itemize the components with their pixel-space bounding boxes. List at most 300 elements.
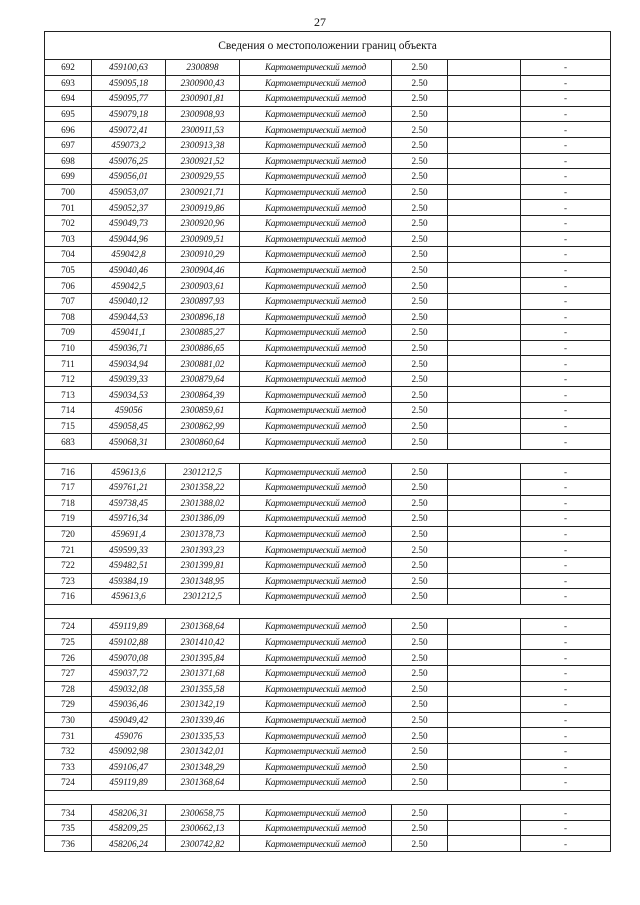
accuracy-cell: 2.50 <box>392 542 448 558</box>
x-coordinate-cell: 459052,37 <box>92 200 166 216</box>
x-coordinate-cell: 459076,25 <box>92 153 166 169</box>
description-cell <box>448 775 521 791</box>
y-coordinate-cell: 2300881,02 <box>166 356 240 372</box>
method-cell: Картометрический метод <box>240 511 392 527</box>
description-cell <box>448 278 521 294</box>
x-coordinate-cell: 459119,89 <box>92 775 166 791</box>
x-coordinate-cell: 459068,31 <box>92 434 166 450</box>
table-row <box>45 371 611 387</box>
table-row <box>45 805 611 821</box>
point-number-cell: 698 <box>45 153 92 169</box>
table-row <box>45 278 611 294</box>
y-coordinate-cell: 2300913,38 <box>166 137 240 153</box>
x-coordinate-cell: 459044,96 <box>92 231 166 247</box>
table-row <box>45 495 611 511</box>
y-coordinate-cell: 2300921,71 <box>166 184 240 200</box>
description-cell <box>448 75 521 91</box>
description-cell <box>448 309 521 325</box>
accuracy-cell: 2.50 <box>392 91 448 107</box>
table-row <box>45 775 611 791</box>
note-cell: - <box>521 137 611 153</box>
accuracy-cell: 2.50 <box>392 743 448 759</box>
method-cell: Картометрический метод <box>240 278 392 294</box>
y-coordinate-cell: 2300909,51 <box>166 231 240 247</box>
table-row <box>45 106 611 122</box>
table-row <box>45 75 611 91</box>
group-separator-cell <box>45 790 611 805</box>
note-cell: - <box>521 418 611 434</box>
point-number-cell: 695 <box>45 106 92 122</box>
table-row <box>45 91 611 107</box>
method-cell: Картометрический метод <box>240 184 392 200</box>
y-coordinate-cell: 2301348,29 <box>166 759 240 775</box>
table-row <box>45 403 611 419</box>
note-cell: - <box>521 247 611 263</box>
description-cell <box>448 231 521 247</box>
note-cell: - <box>521 479 611 495</box>
point-number-cell: 703 <box>45 231 92 247</box>
point-number-cell: 700 <box>45 184 92 200</box>
note-cell: - <box>521 215 611 231</box>
method-cell: Картометрический метод <box>240 712 392 728</box>
note-cell: - <box>521 728 611 744</box>
accuracy-cell: 2.50 <box>392 371 448 387</box>
note-cell: - <box>521 75 611 91</box>
note-cell: - <box>521 262 611 278</box>
x-coordinate-cell: 459092,98 <box>92 743 166 759</box>
description-cell <box>448 619 521 635</box>
note-cell: - <box>521 200 611 216</box>
y-coordinate-cell: 2300742,82 <box>166 836 240 852</box>
point-number-cell: 708 <box>45 309 92 325</box>
method-cell: Картометрический метод <box>240 665 392 681</box>
accuracy-cell: 2.50 <box>392 325 448 341</box>
description-cell <box>448 371 521 387</box>
accuracy-cell: 2.50 <box>392 557 448 573</box>
method-cell: Картометрический метод <box>240 75 392 91</box>
point-number-cell: 706 <box>45 278 92 294</box>
table-row <box>45 619 611 635</box>
x-coordinate-cell: 459072,41 <box>92 122 166 138</box>
table-row <box>45 665 611 681</box>
note-cell: - <box>521 231 611 247</box>
method-cell: Картометрический метод <box>240 106 392 122</box>
accuracy-cell: 2.50 <box>392 137 448 153</box>
description-cell <box>448 293 521 309</box>
y-coordinate-cell: 2301335,53 <box>166 728 240 744</box>
y-coordinate-cell: 2300921,52 <box>166 153 240 169</box>
point-number-cell: 732 <box>45 743 92 759</box>
accuracy-cell: 2.50 <box>392 356 448 372</box>
description-cell <box>448 820 521 836</box>
y-coordinate-cell: 2301355,58 <box>166 681 240 697</box>
method-cell: Картометрический метод <box>240 247 392 263</box>
point-number-cell: 723 <box>45 573 92 589</box>
table-row <box>45 387 611 403</box>
point-number-cell: 683 <box>45 434 92 450</box>
method-cell: Картометрический метод <box>240 650 392 666</box>
point-number-cell: 692 <box>45 60 92 76</box>
y-coordinate-cell: 2301410,42 <box>166 634 240 650</box>
note-cell: - <box>521 573 611 589</box>
x-coordinate-cell: 459032,08 <box>92 681 166 697</box>
group-separator-row <box>45 449 611 464</box>
y-coordinate-cell: 2301371,68 <box>166 665 240 681</box>
note-cell: - <box>521 759 611 775</box>
accuracy-cell: 2.50 <box>392 200 448 216</box>
x-coordinate-cell: 459716,34 <box>92 511 166 527</box>
x-coordinate-cell: 459691,4 <box>92 526 166 542</box>
accuracy-cell: 2.50 <box>392 665 448 681</box>
y-coordinate-cell: 2300908,93 <box>166 106 240 122</box>
description-cell <box>448 169 521 185</box>
method-cell: Картометрический метод <box>240 403 392 419</box>
accuracy-cell: 2.50 <box>392 728 448 744</box>
table-row <box>45 526 611 542</box>
x-coordinate-cell: 459073,2 <box>92 137 166 153</box>
x-coordinate-cell: 459036,71 <box>92 340 166 356</box>
point-number-cell: 713 <box>45 387 92 403</box>
x-coordinate-cell: 459613,6 <box>92 589 166 605</box>
description-cell <box>448 557 521 573</box>
description-cell <box>448 60 521 76</box>
method-cell: Картометрический метод <box>240 309 392 325</box>
method-cell: Картометрический метод <box>240 200 392 216</box>
description-cell <box>448 137 521 153</box>
method-cell: Картометрический метод <box>240 325 392 341</box>
point-number-cell: 716 <box>45 464 92 480</box>
description-cell <box>448 262 521 278</box>
method-cell: Картометрический метод <box>240 681 392 697</box>
description-cell <box>448 153 521 169</box>
group-separator-row <box>45 604 611 619</box>
table-row <box>45 293 611 309</box>
point-number-cell: 697 <box>45 137 92 153</box>
accuracy-cell: 2.50 <box>392 650 448 666</box>
x-coordinate-cell: 459079,18 <box>92 106 166 122</box>
y-coordinate-cell: 2301348,95 <box>166 573 240 589</box>
method-cell: Картометрический метод <box>240 759 392 775</box>
x-coordinate-cell: 458206,24 <box>92 836 166 852</box>
method-cell: Картометрический метод <box>240 743 392 759</box>
y-coordinate-cell: 2300862,99 <box>166 418 240 434</box>
note-cell: - <box>521 340 611 356</box>
description-cell <box>448 836 521 852</box>
table-row <box>45 681 611 697</box>
method-cell: Картометрический метод <box>240 60 392 76</box>
accuracy-cell: 2.50 <box>392 759 448 775</box>
x-coordinate-cell: 459034,53 <box>92 387 166 403</box>
table-row <box>45 759 611 775</box>
method-cell: Картометрический метод <box>240 836 392 852</box>
table-row <box>45 231 611 247</box>
description-cell <box>448 418 521 434</box>
table-row <box>45 697 611 713</box>
description-cell <box>448 387 521 403</box>
method-cell: Картометрический метод <box>240 464 392 480</box>
description-cell <box>448 589 521 605</box>
table-row <box>45 262 611 278</box>
x-coordinate-cell: 458209,25 <box>92 820 166 836</box>
note-cell: - <box>521 775 611 791</box>
table-row <box>45 542 611 558</box>
accuracy-cell: 2.50 <box>392 106 448 122</box>
table-row <box>45 573 611 589</box>
x-coordinate-cell: 459034,94 <box>92 356 166 372</box>
x-coordinate-cell: 459613,6 <box>92 464 166 480</box>
x-coordinate-cell: 459106,47 <box>92 759 166 775</box>
description-cell <box>448 650 521 666</box>
x-coordinate-cell: 459053,07 <box>92 184 166 200</box>
x-coordinate-cell: 459100,63 <box>92 60 166 76</box>
table-row <box>45 728 611 744</box>
y-coordinate-cell: 2301342,19 <box>166 697 240 713</box>
table-row <box>45 247 611 263</box>
x-coordinate-cell: 459044,53 <box>92 309 166 325</box>
accuracy-cell: 2.50 <box>392 573 448 589</box>
point-number-cell: 729 <box>45 697 92 713</box>
table-row <box>45 122 611 138</box>
accuracy-cell: 2.50 <box>392 215 448 231</box>
description-cell <box>448 325 521 341</box>
point-number-cell: 710 <box>45 340 92 356</box>
description-cell <box>448 403 521 419</box>
table-row <box>45 589 611 605</box>
note-cell: - <box>521 557 611 573</box>
point-number-cell: 733 <box>45 759 92 775</box>
method-cell: Картометрический метод <box>240 293 392 309</box>
method-cell: Картометрический метод <box>240 231 392 247</box>
point-number-cell: 720 <box>45 526 92 542</box>
description-cell <box>448 759 521 775</box>
y-coordinate-cell: 2300919,86 <box>166 200 240 216</box>
title-row <box>45 32 611 60</box>
table-row <box>45 60 611 76</box>
point-number-cell: 696 <box>45 122 92 138</box>
method-cell: Картометрический метод <box>240 805 392 821</box>
note-cell: - <box>521 169 611 185</box>
y-coordinate-cell: 2301388,02 <box>166 495 240 511</box>
note-cell: - <box>521 184 611 200</box>
accuracy-cell: 2.50 <box>392 479 448 495</box>
x-coordinate-cell: 459058,45 <box>92 418 166 434</box>
boundary-table <box>44 31 611 852</box>
note-cell: - <box>521 836 611 852</box>
note-cell: - <box>521 665 611 681</box>
accuracy-cell: 2.50 <box>392 153 448 169</box>
group-separator-cell <box>45 604 611 619</box>
table-row <box>45 634 611 650</box>
note-cell: - <box>521 434 611 450</box>
point-number-cell: 701 <box>45 200 92 216</box>
accuracy-cell: 2.50 <box>392 340 448 356</box>
table-row <box>45 169 611 185</box>
table-row <box>45 743 611 759</box>
table-row <box>45 153 611 169</box>
y-coordinate-cell: 2301212,5 <box>166 589 240 605</box>
method-cell: Картометрический метод <box>240 169 392 185</box>
point-number-cell: 716 <box>45 589 92 605</box>
table-row <box>45 479 611 495</box>
y-coordinate-cell: 2301339,46 <box>166 712 240 728</box>
description-cell <box>448 743 521 759</box>
point-number-cell: 734 <box>45 805 92 821</box>
description-cell <box>448 340 521 356</box>
method-cell: Картометрический метод <box>240 495 392 511</box>
accuracy-cell: 2.50 <box>392 820 448 836</box>
accuracy-cell: 2.50 <box>392 495 448 511</box>
table-row <box>45 137 611 153</box>
x-coordinate-cell: 459041,1 <box>92 325 166 341</box>
description-cell <box>448 434 521 450</box>
point-number-cell: 724 <box>45 775 92 791</box>
accuracy-cell: 2.50 <box>392 434 448 450</box>
method-cell: Картометрический метод <box>240 434 392 450</box>
point-number-cell: 715 <box>45 418 92 434</box>
point-number-cell: 709 <box>45 325 92 341</box>
y-coordinate-cell: 2301399,81 <box>166 557 240 573</box>
table-row <box>45 356 611 372</box>
point-number-cell: 725 <box>45 634 92 650</box>
table-row <box>45 184 611 200</box>
method-cell: Картометрический метод <box>240 479 392 495</box>
table-row <box>45 650 611 666</box>
point-number-cell: 694 <box>45 91 92 107</box>
y-coordinate-cell: 2301386,09 <box>166 511 240 527</box>
x-coordinate-cell: 459095,77 <box>92 91 166 107</box>
method-cell: Картометрический метод <box>240 697 392 713</box>
accuracy-cell: 2.50 <box>392 293 448 309</box>
accuracy-cell: 2.50 <box>392 526 448 542</box>
note-cell: - <box>521 495 611 511</box>
note-cell: - <box>521 387 611 403</box>
x-coordinate-cell: 459037,72 <box>92 665 166 681</box>
point-number-cell: 693 <box>45 75 92 91</box>
y-coordinate-cell: 2301378,73 <box>166 526 240 542</box>
method-cell: Картометрический метод <box>240 262 392 278</box>
description-cell <box>448 681 521 697</box>
y-coordinate-cell: 2300864,39 <box>166 387 240 403</box>
accuracy-cell: 2.50 <box>392 634 448 650</box>
x-coordinate-cell: 459039,33 <box>92 371 166 387</box>
description-cell <box>448 697 521 713</box>
point-number-cell: 717 <box>45 479 92 495</box>
point-number-cell: 727 <box>45 665 92 681</box>
x-coordinate-cell: 459056,01 <box>92 169 166 185</box>
method-cell: Картометрический метод <box>240 91 392 107</box>
method-cell: Картометрический метод <box>240 215 392 231</box>
y-coordinate-cell: 2301368,64 <box>166 619 240 635</box>
method-cell: Картометрический метод <box>240 153 392 169</box>
x-coordinate-cell: 459049,42 <box>92 712 166 728</box>
method-cell: Картометрический метод <box>240 371 392 387</box>
description-cell <box>448 573 521 589</box>
method-cell: Картометрический метод <box>240 340 392 356</box>
y-coordinate-cell: 2300662,13 <box>166 820 240 836</box>
y-coordinate-cell: 2300903,61 <box>166 278 240 294</box>
description-cell <box>448 526 521 542</box>
table-body <box>45 32 611 852</box>
y-coordinate-cell: 2301212,5 <box>166 464 240 480</box>
note-cell: - <box>521 106 611 122</box>
point-number-cell: 714 <box>45 403 92 419</box>
description-cell <box>448 464 521 480</box>
point-number-cell: 719 <box>45 511 92 527</box>
x-coordinate-cell: 459042,8 <box>92 247 166 263</box>
accuracy-cell: 2.50 <box>392 247 448 263</box>
note-cell: - <box>521 619 611 635</box>
accuracy-cell: 2.50 <box>392 387 448 403</box>
accuracy-cell: 2.50 <box>392 278 448 294</box>
method-cell: Картометрический метод <box>240 387 392 403</box>
description-cell <box>448 495 521 511</box>
accuracy-cell: 2.50 <box>392 309 448 325</box>
y-coordinate-cell: 2300898 <box>166 60 240 76</box>
method-cell: Картометрический метод <box>240 526 392 542</box>
x-coordinate-cell: 459040,12 <box>92 293 166 309</box>
description-cell <box>448 200 521 216</box>
x-coordinate-cell: 459070,08 <box>92 650 166 666</box>
y-coordinate-cell: 2300885,27 <box>166 325 240 341</box>
point-number-cell: 704 <box>45 247 92 263</box>
point-number-cell: 728 <box>45 681 92 697</box>
x-coordinate-cell: 459384,19 <box>92 573 166 589</box>
y-coordinate-cell: 2300897,93 <box>166 293 240 309</box>
table-row <box>45 557 611 573</box>
x-coordinate-cell: 458206,31 <box>92 805 166 821</box>
accuracy-cell: 2.50 <box>392 836 448 852</box>
accuracy-cell: 2.50 <box>392 60 448 76</box>
note-cell: - <box>521 91 611 107</box>
description-cell <box>448 91 521 107</box>
accuracy-cell: 2.50 <box>392 169 448 185</box>
method-cell: Картометрический метод <box>240 775 392 791</box>
note-cell: - <box>521 403 611 419</box>
table-row <box>45 309 611 325</box>
x-coordinate-cell: 459076 <box>92 728 166 744</box>
description-cell <box>448 479 521 495</box>
x-coordinate-cell: 459119,89 <box>92 619 166 635</box>
accuracy-cell: 2.50 <box>392 775 448 791</box>
y-coordinate-cell: 2301393,23 <box>166 542 240 558</box>
x-coordinate-cell: 459036,46 <box>92 697 166 713</box>
point-number-cell: 724 <box>45 619 92 635</box>
x-coordinate-cell: 459049,73 <box>92 215 166 231</box>
table-row <box>45 836 611 852</box>
table-row <box>45 200 611 216</box>
method-cell: Картометрический метод <box>240 589 392 605</box>
table-row <box>45 712 611 728</box>
x-coordinate-cell: 459738,45 <box>92 495 166 511</box>
note-cell: - <box>521 743 611 759</box>
point-number-cell: 722 <box>45 557 92 573</box>
table-title: Сведения о местоположении границ объекта <box>45 32 611 60</box>
point-number-cell: 705 <box>45 262 92 278</box>
table-row <box>45 511 611 527</box>
accuracy-cell: 2.50 <box>392 231 448 247</box>
accuracy-cell: 2.50 <box>392 184 448 200</box>
note-cell: - <box>521 511 611 527</box>
description-cell <box>448 215 521 231</box>
note-cell: - <box>521 356 611 372</box>
note-cell: - <box>521 697 611 713</box>
group-separator-row <box>45 790 611 805</box>
note-cell: - <box>521 309 611 325</box>
point-number-cell: 736 <box>45 836 92 852</box>
table-row <box>45 464 611 480</box>
method-cell: Картометрический метод <box>240 542 392 558</box>
note-cell: - <box>521 820 611 836</box>
